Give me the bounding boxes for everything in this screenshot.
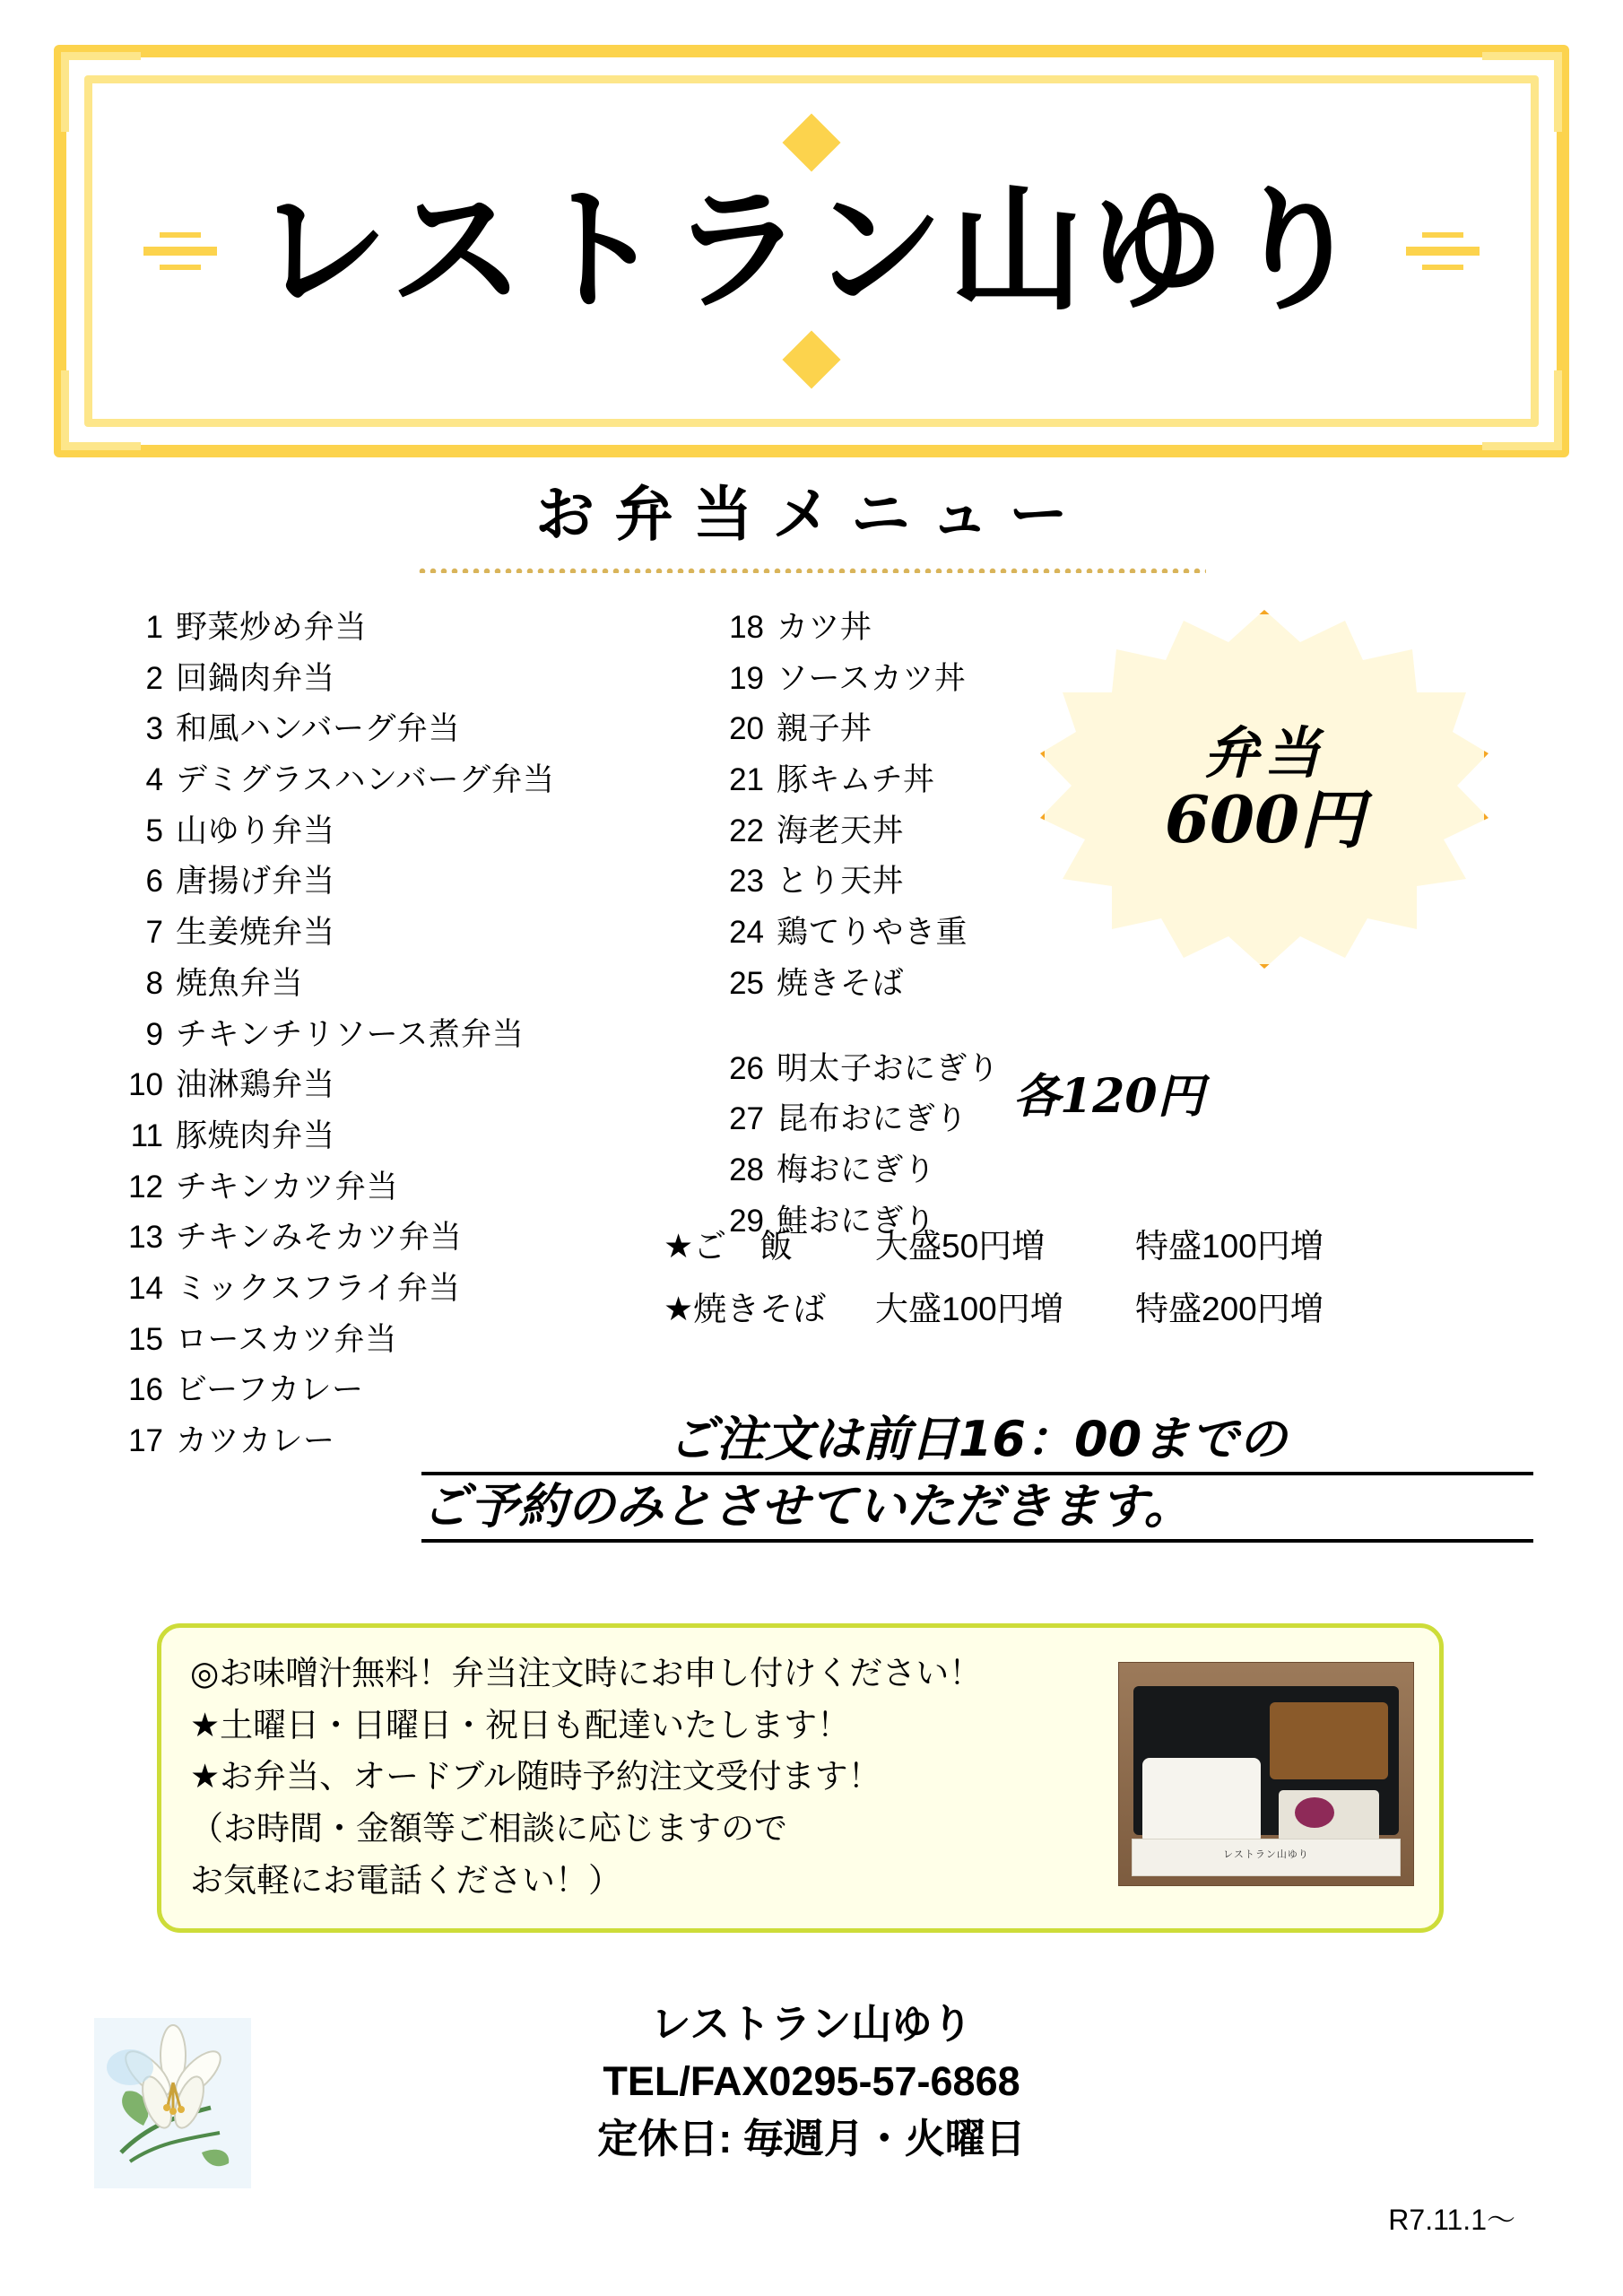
notice-line-1: ご注文は前日16：00までの [421, 1408, 1533, 1475]
footer-shop-name: レストラン山ゆり [650, 2001, 973, 2047]
info-line: （お時間・金額等ご相談に応じますので [190, 1810, 787, 1848]
list-item [708, 755, 1085, 806]
item-name: チキンみそカツ弁当 [176, 1220, 463, 1256]
item-name: 和風ハンバーグ弁当 [176, 711, 461, 747]
order-deadline-notice [421, 1408, 1533, 1543]
item-number: 14 [128, 1270, 163, 1306]
bento-main-dish [1270, 1702, 1388, 1779]
footer-contact [0, 1996, 1623, 2168]
size-options-block [664, 1215, 1324, 1342]
starburst-text [1040, 610, 1488, 969]
item-name: 豚キムチ丼 [777, 762, 935, 798]
bento-band-label: レストラン山ゆり [1223, 1849, 1309, 1860]
option-label: ★ご 飯 [664, 1228, 794, 1265]
list-item [108, 908, 681, 959]
bento-pickle [1295, 1797, 1334, 1828]
subtitle-underline [417, 564, 1206, 573]
list-item [708, 603, 1085, 654]
item-number: 17 [128, 1423, 163, 1458]
info-text-block [190, 1648, 982, 1907]
item-number: 27 [729, 1101, 764, 1137]
item-name: 野菜炒め弁当 [176, 610, 368, 645]
item-name: カツカレー [176, 1423, 335, 1458]
option-extra-large: 特盛100円増 [1135, 1228, 1324, 1265]
item-number: 12 [128, 1169, 163, 1205]
list-item [108, 1315, 681, 1366]
list-item [108, 704, 681, 755]
list-item [708, 857, 1085, 908]
item-number: 18 [729, 610, 764, 645]
item-number: 6 [145, 864, 163, 900]
list-item [708, 806, 1085, 857]
list-item [108, 1111, 681, 1162]
item-name: チキンカツ弁当 [176, 1169, 399, 1205]
item-name: ソースカツ丼 [777, 660, 967, 696]
option-row [664, 1278, 1324, 1341]
item-number: 15 [128, 1321, 163, 1357]
item-number: 9 [145, 1016, 163, 1052]
item-number: 4 [145, 762, 163, 798]
option-large: 大盛100円増 [875, 1291, 1063, 1328]
list-item [108, 603, 681, 654]
option-label: ★焼きそば [664, 1291, 827, 1328]
footer-closed-days: 定休日: 毎週月・火曜日 [597, 2115, 1026, 2161]
menu-right-column [708, 603, 1085, 1247]
option-large: 大盛50円増 [875, 1228, 1046, 1265]
list-item [108, 857, 681, 908]
list-item [708, 654, 1085, 705]
banner-corner-icon [61, 52, 141, 132]
item-number: 19 [729, 660, 764, 696]
list-item [108, 806, 681, 857]
item-name: 海老天丼 [777, 813, 905, 848]
item-name: 焼きそば [777, 965, 905, 1001]
item-number: 22 [729, 813, 764, 848]
item-name: 唐揚げ弁当 [176, 864, 335, 900]
bento-paper-band [1132, 1839, 1401, 1876]
price-starburst-badge [1040, 610, 1488, 969]
item-number: 5 [145, 813, 163, 848]
item-number: 25 [729, 965, 764, 1001]
info-line: ◎お味噌汁無料！弁当注文時にお申し付けください！ [190, 1655, 983, 1692]
item-name: 親子丼 [777, 711, 872, 747]
onigiri-price-label: 各120円 [1013, 1069, 1204, 1124]
revision-date: R7.11.1〜 [1388, 2204, 1515, 2236]
item-number: 11 [130, 1118, 163, 1153]
item-name: ミックスフライ弁当 [176, 1270, 461, 1306]
list-item [708, 959, 1085, 1010]
item-name: 梅おにぎり [777, 1152, 936, 1187]
option-row [664, 1215, 1324, 1278]
starburst-line-2: 600円 [1164, 781, 1365, 858]
item-number: 29 [729, 1203, 764, 1239]
item-number: 24 [729, 915, 764, 951]
item-number: 16 [128, 1372, 163, 1408]
list-item [108, 1264, 681, 1315]
subtitle-block [0, 466, 1623, 573]
item-name: 山ゆり弁当 [176, 813, 335, 848]
subtitle-text: お弁当メニュー [535, 480, 1088, 549]
info-box [157, 1623, 1444, 1933]
info-line: ★お弁当、オードブル随時予約注文受付ます！ [190, 1758, 881, 1796]
bento-rice [1142, 1758, 1261, 1844]
list-item [108, 1162, 681, 1213]
item-name: 鶏てりやき重 [777, 915, 968, 951]
item-number: 28 [729, 1152, 764, 1187]
item-name: とり天丼 [777, 864, 905, 900]
item-name: 豚焼肉弁当 [176, 1118, 335, 1153]
footer-telephone: TEL/FAX0295-57-6868 [603, 2057, 1020, 2104]
item-name: カツ丼 [777, 610, 872, 645]
starburst-line-1: 弁当 [1202, 719, 1325, 786]
item-name: 鮭おにぎり [777, 1203, 936, 1239]
item-number: 10 [128, 1067, 163, 1103]
item-name: チキンチリソース煮弁当 [176, 1016, 525, 1052]
item-number: 1 [145, 610, 163, 645]
list-gap [708, 1010, 1085, 1044]
list-item [708, 704, 1085, 755]
list-item [108, 1010, 681, 1061]
item-name: ビーフカレー [176, 1372, 364, 1408]
item-name: 生姜焼弁当 [176, 915, 335, 951]
item-name: ロースカツ弁当 [176, 1321, 397, 1357]
title-banner [54, 45, 1569, 457]
list-item [108, 654, 681, 705]
item-number: 26 [729, 1050, 764, 1086]
banner-corner-icon [1482, 370, 1562, 450]
list-item [108, 1060, 681, 1111]
item-number: 21 [729, 762, 764, 798]
list-item [708, 1145, 1085, 1196]
info-line: ★土曜日・日曜日・祝日も配達いたします！ [190, 1706, 851, 1744]
item-name: 回鍋肉弁当 [176, 660, 335, 696]
item-number: 8 [145, 965, 163, 1001]
item-number: 20 [729, 711, 764, 747]
item-number: 2 [145, 660, 163, 696]
banner-corner-icon [61, 370, 141, 450]
menu-left-column [108, 603, 681, 1467]
list-item [108, 1213, 681, 1264]
item-number: 13 [128, 1220, 163, 1256]
notice-line-2: ご予約のみとさせていただきます。 [421, 1475, 1533, 1543]
list-item [108, 755, 681, 806]
item-number: 23 [729, 864, 764, 900]
bento-photo [1118, 1662, 1414, 1886]
item-name: デミグラスハンバーグ弁当 [176, 762, 555, 798]
item-number: 7 [145, 915, 163, 951]
item-name: 焼魚弁当 [176, 965, 304, 1001]
item-name: 油淋鶏弁当 [176, 1067, 335, 1103]
item-number: 3 [145, 711, 163, 747]
option-extra-large: 特盛200円増 [1135, 1291, 1324, 1328]
info-line: お気軽にお電話ください！） [190, 1861, 621, 1899]
list-item [108, 959, 681, 1010]
list-item [708, 908, 1085, 959]
item-name: 明太子おにぎり [777, 1050, 1000, 1086]
item-name: 昆布おにぎり [777, 1101, 968, 1137]
page-title: レストラン山ゆり [254, 173, 1369, 329]
banner-corner-icon [1482, 52, 1562, 132]
